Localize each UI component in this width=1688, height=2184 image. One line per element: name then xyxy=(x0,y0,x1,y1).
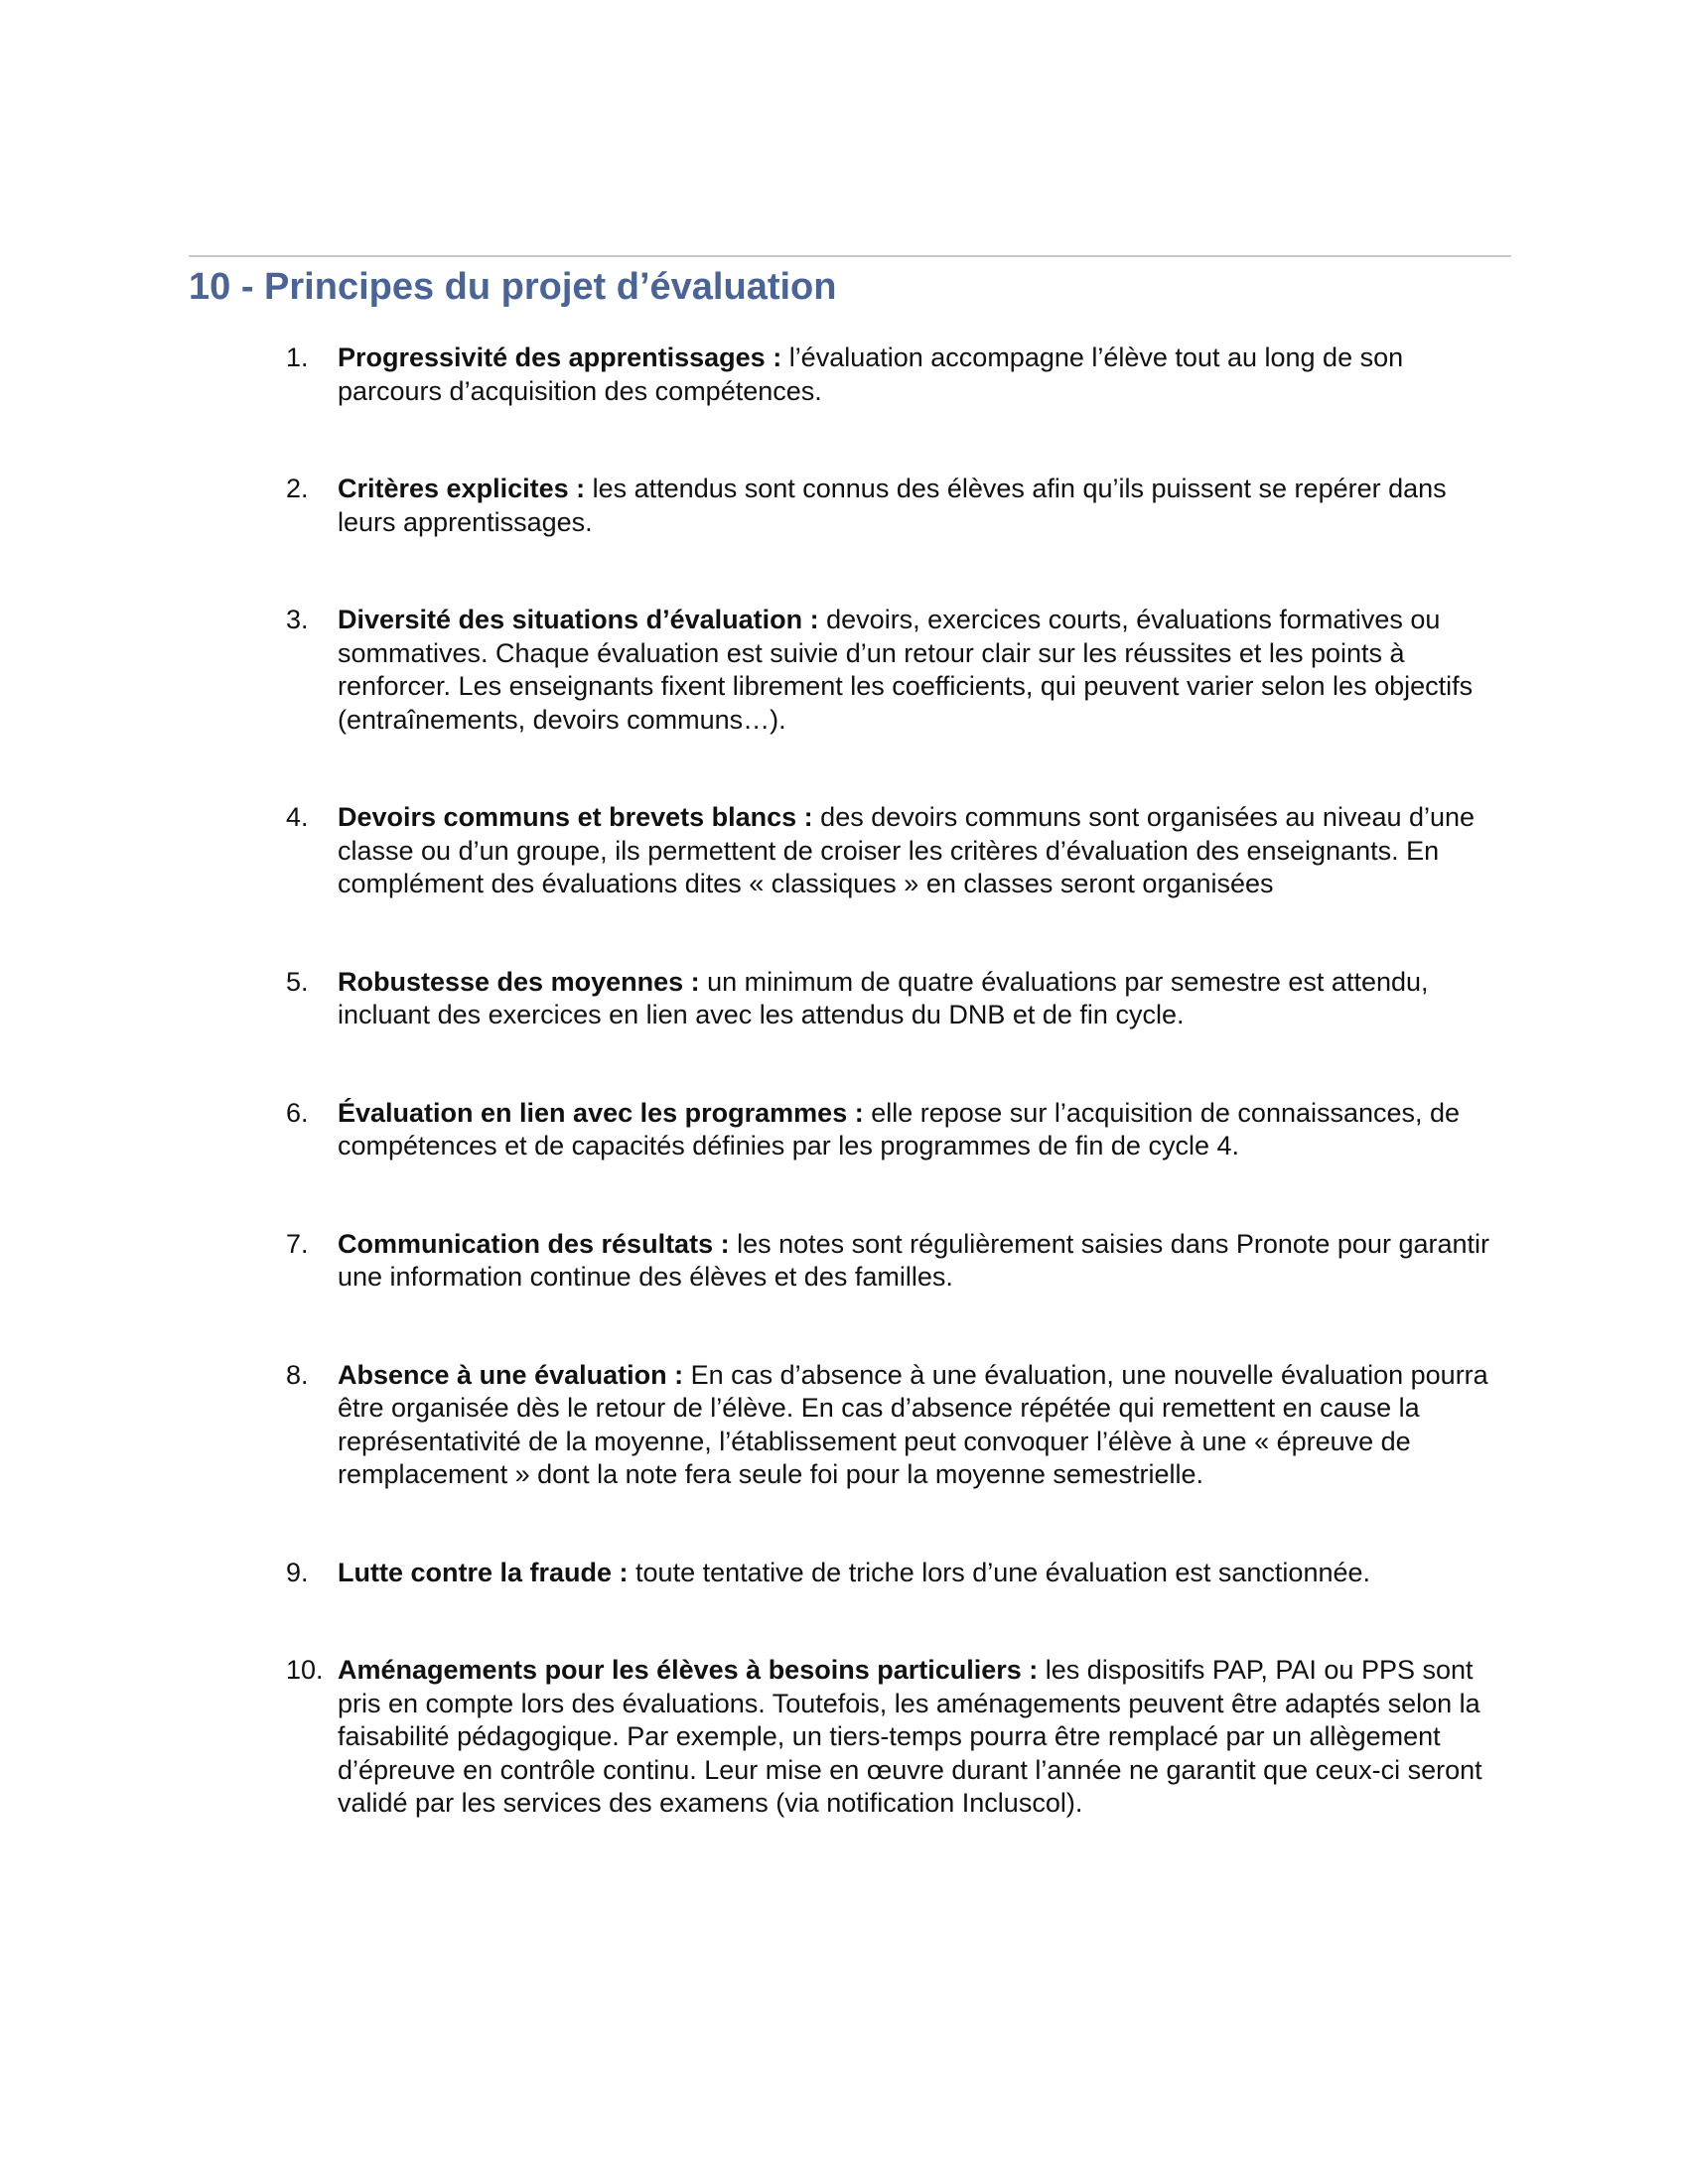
list-item-text: les dispositifs PAP, PAI ou PPS sont pris en compte lors des évaluations. Toutefois, les aménagements peuvent être adaptés selon la faisabilité pédagogique. Par exemple, un tiers-temps pourra être remplacé par un allègement d’épreuve en contrôle continu. Leur mise en œuvre durant l’année ne garantit que ceux-ci seront validé par les services des examens (via notification Incluscol). xyxy=(338,1655,1482,1818)
list-item-text: les attendus sont connus des élèves afin qu’ils puissent se repérer dans leurs apprentissages. xyxy=(338,474,1447,537)
list-item-heading: Devoirs communs et brevets blancs : xyxy=(338,802,813,832)
list-item-number: 3. xyxy=(286,605,309,634)
list-item-heading: Aménagements pour les élèves à besoins particuliers : xyxy=(338,1655,1039,1685)
list-item-text: devoirs, exercices courts, évaluations formatives ou sommatives. Chaque évaluation est suivie d’un retour clair sur les réussites et les points à renforcer. Les enseignants fixent librement les coefficients, qui peuvent varier selon les objectifs (entraînements, devoirs communs…). xyxy=(338,605,1474,735)
principles-list xyxy=(286,341,1507,1885)
list-item xyxy=(286,801,1507,901)
list-item-number: 10. xyxy=(286,1655,324,1685)
list-item-text: elle repose sur l’acquisition de connaissances, de compétences et de capacités définies par les programmes de fin de cycle 4. xyxy=(338,1097,1461,1160)
list-item-heading: Lutte contre la fraude : xyxy=(338,1557,629,1587)
list-item-text: En cas d’absence à une évaluation, une nouvelle évaluation pourra être organisée dès le retour de l’élève. En cas d’absence répétée qui remettent en cause la représentativité de la moyenne, l’établissement peut convoquer l’élève à une « épreuve de remplacement » dont la note fera seule foi pour la moyenne semestrielle. xyxy=(338,1359,1488,1489)
list-item-heading: Diversité des situations d’évaluation : xyxy=(338,605,819,634)
list-item xyxy=(286,341,1507,408)
list-item-text: un minimum de quatre évaluations par semestre est attendu, incluant des exercices en lien avec les attendus du DNB et de fin cycle. xyxy=(338,966,1429,1029)
list-item-heading: Progressivité des apprentissages : xyxy=(338,342,782,372)
list-item-number: 5. xyxy=(286,966,309,997)
section-divider xyxy=(189,255,1511,257)
list-item-text: l’évaluation accompagne l’élève tout au long de son parcours d’acquisition des compétences. xyxy=(338,342,1404,406)
list-item-number: 6. xyxy=(286,1097,309,1128)
list-item-heading: Robustesse des moyennes : xyxy=(338,966,700,997)
list-item xyxy=(286,1654,1507,1821)
list-item-number: 2. xyxy=(286,474,309,503)
list-item xyxy=(286,604,1507,737)
list-item-heading: Critères explicites : xyxy=(338,474,586,503)
list-item-number: 4. xyxy=(286,802,309,832)
list-item xyxy=(286,1228,1507,1295)
list-item-heading: Évaluation en lien avec les programmes : xyxy=(338,1097,864,1128)
list-item-number: 1. xyxy=(286,342,309,372)
list-item xyxy=(286,966,1507,1032)
list-item xyxy=(286,1557,1507,1590)
list-item-number: 8. xyxy=(286,1359,309,1390)
list-item-text: les notes sont régulièrement saisies dans Pronote pour garantir une information continue des élèves et des familles. xyxy=(338,1228,1490,1292)
list-item-heading: Absence à une évaluation : xyxy=(338,1359,684,1390)
list-item-heading: Communication des résultats : xyxy=(338,1228,730,1259)
list-item-number: 9. xyxy=(286,1557,309,1587)
list-item-text: des devoirs communs sont organisées au niveau d’une classe ou d’un groupe, ils permettent de croiser les critères d’évaluation des enseignants. En complément des évaluations dites « classiques » en classes seront organisées xyxy=(338,802,1476,898)
list-item xyxy=(286,1359,1507,1492)
list-item-number: 7. xyxy=(286,1228,309,1259)
section-title: 10 - Principes du projet d’évaluation xyxy=(189,266,837,308)
list-item xyxy=(286,1097,1507,1163)
list-item xyxy=(286,473,1507,539)
list-item-text: toute tentative de triche lors d’une évaluation est sanctionnée. xyxy=(628,1557,1371,1587)
